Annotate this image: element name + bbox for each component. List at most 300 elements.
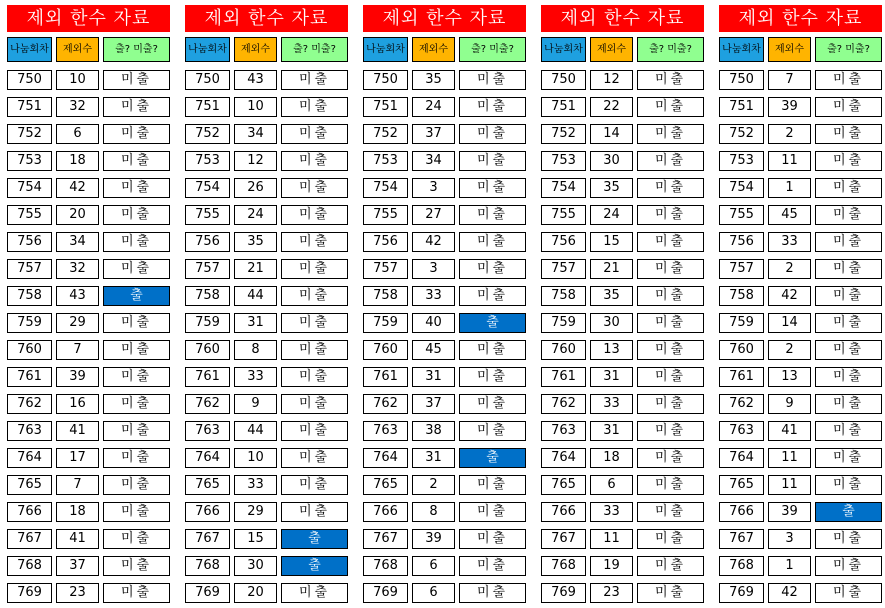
- out-status-cell[interactable]: 미출: [459, 178, 526, 198]
- exclude-number-cell[interactable]: 12: [590, 70, 633, 90]
- exclude-number-cell[interactable]: 42: [412, 232, 455, 252]
- exclude-number-cell[interactable]: 37: [56, 556, 99, 576]
- out-status-cell[interactable]: 미출: [103, 367, 170, 387]
- exclude-number-cell[interactable]: 24: [590, 205, 633, 225]
- round-cell[interactable]: 760: [719, 340, 764, 360]
- round-cell[interactable]: 766: [541, 502, 586, 522]
- exclude-number-cell[interactable]: 20: [56, 205, 99, 225]
- out-status-cell[interactable]: 출: [815, 502, 882, 522]
- out-status-cell[interactable]: 미출: [815, 97, 882, 117]
- out-status-cell[interactable]: 미출: [281, 502, 348, 522]
- round-cell[interactable]: 755: [185, 205, 230, 225]
- round-cell[interactable]: 750: [363, 70, 408, 90]
- exclude-number-cell[interactable]: 24: [234, 205, 277, 225]
- out-status-cell[interactable]: 미출: [103, 475, 170, 495]
- exclude-number-cell[interactable]: 29: [234, 502, 277, 522]
- round-cell[interactable]: 769: [719, 583, 764, 603]
- out-status-cell[interactable]: 미출: [815, 70, 882, 90]
- exclude-number-cell[interactable]: 35: [412, 70, 455, 90]
- exclude-number-cell[interactable]: 23: [56, 583, 99, 603]
- exclude-number-cell[interactable]: 30: [234, 556, 277, 576]
- exclude-number-cell[interactable]: 8: [234, 340, 277, 360]
- out-status-cell[interactable]: 미출: [103, 313, 170, 333]
- round-cell[interactable]: 754: [719, 178, 764, 198]
- out-status-cell[interactable]: 미출: [637, 178, 704, 198]
- round-cell[interactable]: 756: [541, 232, 586, 252]
- out-status-cell[interactable]: 미출: [459, 475, 526, 495]
- round-cell[interactable]: 757: [185, 259, 230, 279]
- out-status-cell[interactable]: 미출: [815, 205, 882, 225]
- out-status-cell[interactable]: 미출: [103, 97, 170, 117]
- exclude-number-cell[interactable]: 3: [412, 259, 455, 279]
- exclude-number-cell[interactable]: 14: [590, 124, 633, 144]
- out-status-cell[interactable]: 출: [459, 448, 526, 468]
- exclude-number-cell[interactable]: 24: [412, 97, 455, 117]
- exclude-number-cell[interactable]: 7: [56, 340, 99, 360]
- exclude-number-cell[interactable]: 2: [768, 340, 811, 360]
- out-status-cell[interactable]: 미출: [103, 529, 170, 549]
- out-status-cell[interactable]: 미출: [103, 70, 170, 90]
- exclude-number-cell[interactable]: 14: [768, 313, 811, 333]
- exclude-number-cell[interactable]: 39: [412, 529, 455, 549]
- round-cell[interactable]: 769: [7, 583, 52, 603]
- out-status-cell[interactable]: 미출: [281, 475, 348, 495]
- exclude-number-cell[interactable]: 40: [412, 313, 455, 333]
- out-status-cell[interactable]: 미출: [637, 205, 704, 225]
- round-cell[interactable]: 756: [719, 232, 764, 252]
- round-cell[interactable]: 769: [185, 583, 230, 603]
- out-status-cell[interactable]: 미출: [637, 124, 704, 144]
- exclude-number-cell[interactable]: 31: [412, 367, 455, 387]
- round-cell[interactable]: 758: [185, 286, 230, 306]
- exclude-number-cell[interactable]: 3: [768, 529, 811, 549]
- round-cell[interactable]: 768: [185, 556, 230, 576]
- round-cell[interactable]: 750: [719, 70, 764, 90]
- out-status-cell[interactable]: 미출: [637, 367, 704, 387]
- exclude-number-cell[interactable]: 31: [590, 367, 633, 387]
- exclude-number-cell[interactable]: 23: [590, 583, 633, 603]
- exclude-number-cell[interactable]: 21: [234, 259, 277, 279]
- round-cell[interactable]: 769: [541, 583, 586, 603]
- round-cell[interactable]: 756: [363, 232, 408, 252]
- out-status-cell[interactable]: 미출: [815, 124, 882, 144]
- exclude-number-cell[interactable]: 33: [590, 394, 633, 414]
- out-status-cell[interactable]: 미출: [281, 124, 348, 144]
- round-cell[interactable]: 753: [185, 151, 230, 171]
- out-status-cell[interactable]: 미출: [103, 259, 170, 279]
- exclude-number-cell[interactable]: 10: [234, 97, 277, 117]
- round-cell[interactable]: 755: [7, 205, 52, 225]
- round-cell[interactable]: 763: [541, 421, 586, 441]
- round-cell[interactable]: 759: [719, 313, 764, 333]
- round-cell[interactable]: 760: [185, 340, 230, 360]
- out-status-cell[interactable]: 미출: [637, 97, 704, 117]
- round-cell[interactable]: 762: [363, 394, 408, 414]
- out-status-cell[interactable]: 미출: [281, 205, 348, 225]
- exclude-number-cell[interactable]: 45: [768, 205, 811, 225]
- out-status-cell[interactable]: 미출: [459, 556, 526, 576]
- exclude-number-cell[interactable]: 37: [412, 394, 455, 414]
- out-status-cell[interactable]: 미출: [103, 394, 170, 414]
- exclude-number-cell[interactable]: 6: [412, 556, 455, 576]
- round-cell[interactable]: 761: [719, 367, 764, 387]
- round-cell[interactable]: 766: [719, 502, 764, 522]
- out-status-cell[interactable]: 미출: [281, 232, 348, 252]
- exclude-number-cell[interactable]: 43: [234, 70, 277, 90]
- exclude-number-cell[interactable]: 6: [590, 475, 633, 495]
- round-cell[interactable]: 767: [185, 529, 230, 549]
- round-cell[interactable]: 765: [363, 475, 408, 495]
- exclude-number-cell[interactable]: 18: [56, 502, 99, 522]
- exclude-number-cell[interactable]: 42: [56, 178, 99, 198]
- exclude-number-cell[interactable]: 32: [56, 97, 99, 117]
- exclude-number-cell[interactable]: 35: [590, 286, 633, 306]
- exclude-number-cell[interactable]: 1: [768, 178, 811, 198]
- out-status-cell[interactable]: 미출: [281, 340, 348, 360]
- round-cell[interactable]: 759: [185, 313, 230, 333]
- round-cell[interactable]: 767: [719, 529, 764, 549]
- round-cell[interactable]: 753: [541, 151, 586, 171]
- out-status-cell[interactable]: 미출: [459, 502, 526, 522]
- out-status-cell[interactable]: 미출: [459, 205, 526, 225]
- out-status-cell[interactable]: 미출: [103, 556, 170, 576]
- round-cell[interactable]: 751: [363, 97, 408, 117]
- round-cell[interactable]: 764: [541, 448, 586, 468]
- round-cell[interactable]: 767: [541, 529, 586, 549]
- round-cell[interactable]: 755: [541, 205, 586, 225]
- exclude-number-cell[interactable]: 17: [56, 448, 99, 468]
- exclude-number-cell[interactable]: 22: [590, 97, 633, 117]
- round-cell[interactable]: 750: [185, 70, 230, 90]
- out-status-cell[interactable]: 미출: [281, 394, 348, 414]
- exclude-number-cell[interactable]: 27: [412, 205, 455, 225]
- exclude-number-cell[interactable]: 31: [590, 421, 633, 441]
- exclude-number-cell[interactable]: 33: [234, 475, 277, 495]
- round-cell[interactable]: 758: [719, 286, 764, 306]
- exclude-number-cell[interactable]: 44: [234, 286, 277, 306]
- exclude-number-cell[interactable]: 34: [234, 124, 277, 144]
- round-cell[interactable]: 756: [7, 232, 52, 252]
- round-cell[interactable]: 753: [7, 151, 52, 171]
- round-cell[interactable]: 750: [7, 70, 52, 90]
- round-cell[interactable]: 754: [541, 178, 586, 198]
- out-status-cell[interactable]: 미출: [637, 529, 704, 549]
- exclude-number-cell[interactable]: 43: [56, 286, 99, 306]
- exclude-number-cell[interactable]: 45: [412, 340, 455, 360]
- out-status-cell[interactable]: 미출: [281, 286, 348, 306]
- round-cell[interactable]: 751: [185, 97, 230, 117]
- exclude-number-cell[interactable]: 26: [234, 178, 277, 198]
- exclude-number-cell[interactable]: 41: [56, 421, 99, 441]
- out-status-cell[interactable]: 미출: [281, 70, 348, 90]
- exclude-number-cell[interactable]: 3: [412, 178, 455, 198]
- exclude-number-cell[interactable]: 41: [768, 421, 811, 441]
- exclude-number-cell[interactable]: 11: [590, 529, 633, 549]
- round-cell[interactable]: 762: [719, 394, 764, 414]
- exclude-number-cell[interactable]: 35: [590, 178, 633, 198]
- exclude-number-cell[interactable]: 7: [56, 475, 99, 495]
- round-cell[interactable]: 758: [541, 286, 586, 306]
- out-status-cell[interactable]: 미출: [103, 232, 170, 252]
- exclude-number-cell[interactable]: 8: [412, 502, 455, 522]
- out-status-cell[interactable]: 미출: [815, 286, 882, 306]
- exclude-number-cell[interactable]: 2: [768, 124, 811, 144]
- exclude-number-cell[interactable]: 39: [768, 502, 811, 522]
- round-cell[interactable]: 754: [185, 178, 230, 198]
- exclude-number-cell[interactable]: 37: [412, 124, 455, 144]
- round-cell[interactable]: 752: [719, 124, 764, 144]
- round-cell[interactable]: 755: [363, 205, 408, 225]
- out-status-cell[interactable]: 미출: [103, 151, 170, 171]
- out-status-cell[interactable]: 미출: [281, 448, 348, 468]
- exclude-number-cell[interactable]: 39: [56, 367, 99, 387]
- out-status-cell[interactable]: 미출: [459, 529, 526, 549]
- out-status-cell[interactable]: 미출: [815, 259, 882, 279]
- round-cell[interactable]: 751: [719, 97, 764, 117]
- out-status-cell[interactable]: 미출: [459, 394, 526, 414]
- out-status-cell[interactable]: 미출: [637, 502, 704, 522]
- out-status-cell[interactable]: 미출: [281, 367, 348, 387]
- exclude-number-cell[interactable]: 39: [768, 97, 811, 117]
- out-status-cell[interactable]: 미출: [459, 232, 526, 252]
- exclude-number-cell[interactable]: 1: [768, 556, 811, 576]
- out-status-cell[interactable]: 미출: [103, 421, 170, 441]
- round-cell[interactable]: 762: [541, 394, 586, 414]
- exclude-number-cell[interactable]: 11: [768, 475, 811, 495]
- exclude-number-cell[interactable]: 34: [412, 151, 455, 171]
- out-status-cell[interactable]: 미출: [281, 178, 348, 198]
- round-cell[interactable]: 757: [363, 259, 408, 279]
- round-cell[interactable]: 764: [7, 448, 52, 468]
- round-cell[interactable]: 763: [363, 421, 408, 441]
- exclude-number-cell[interactable]: 7: [768, 70, 811, 90]
- round-cell[interactable]: 766: [7, 502, 52, 522]
- out-status-cell[interactable]: 출: [281, 529, 348, 549]
- exclude-number-cell[interactable]: 34: [56, 232, 99, 252]
- exclude-number-cell[interactable]: 20: [234, 583, 277, 603]
- out-status-cell[interactable]: 미출: [637, 340, 704, 360]
- round-cell[interactable]: 750: [541, 70, 586, 90]
- round-cell[interactable]: 759: [363, 313, 408, 333]
- out-status-cell[interactable]: 미출: [103, 205, 170, 225]
- out-status-cell[interactable]: 미출: [637, 448, 704, 468]
- out-status-cell[interactable]: 출: [459, 313, 526, 333]
- round-cell[interactable]: 751: [541, 97, 586, 117]
- round-cell[interactable]: 761: [541, 367, 586, 387]
- out-status-cell[interactable]: 미출: [103, 583, 170, 603]
- exclude-number-cell[interactable]: 11: [768, 448, 811, 468]
- out-status-cell[interactable]: 미출: [637, 232, 704, 252]
- exclude-number-cell[interactable]: 30: [590, 313, 633, 333]
- out-status-cell[interactable]: 미출: [815, 448, 882, 468]
- round-cell[interactable]: 760: [7, 340, 52, 360]
- exclude-number-cell[interactable]: 42: [768, 583, 811, 603]
- round-cell[interactable]: 763: [719, 421, 764, 441]
- out-status-cell[interactable]: 미출: [459, 97, 526, 117]
- round-cell[interactable]: 767: [7, 529, 52, 549]
- out-status-cell[interactable]: 미출: [103, 502, 170, 522]
- round-cell[interactable]: 766: [185, 502, 230, 522]
- exclude-number-cell[interactable]: 13: [768, 367, 811, 387]
- out-status-cell[interactable]: 미출: [103, 178, 170, 198]
- exclude-number-cell[interactable]: 31: [412, 448, 455, 468]
- out-status-cell[interactable]: 미출: [815, 583, 882, 603]
- round-cell[interactable]: 762: [185, 394, 230, 414]
- round-cell[interactable]: 759: [7, 313, 52, 333]
- out-status-cell[interactable]: 미출: [459, 151, 526, 171]
- out-status-cell[interactable]: 미출: [459, 259, 526, 279]
- round-cell[interactable]: 765: [7, 475, 52, 495]
- out-status-cell[interactable]: 미출: [281, 259, 348, 279]
- round-cell[interactable]: 756: [185, 232, 230, 252]
- round-cell[interactable]: 764: [719, 448, 764, 468]
- out-status-cell[interactable]: 미출: [637, 259, 704, 279]
- exclude-number-cell[interactable]: 18: [590, 448, 633, 468]
- exclude-number-cell[interactable]: 42: [768, 286, 811, 306]
- exclude-number-cell[interactable]: 21: [590, 259, 633, 279]
- round-cell[interactable]: 752: [541, 124, 586, 144]
- out-status-cell[interactable]: 미출: [103, 448, 170, 468]
- exclude-number-cell[interactable]: 41: [56, 529, 99, 549]
- out-status-cell[interactable]: 미출: [459, 367, 526, 387]
- round-cell[interactable]: 752: [7, 124, 52, 144]
- out-status-cell[interactable]: 미출: [103, 340, 170, 360]
- round-cell[interactable]: 752: [363, 124, 408, 144]
- round-cell[interactable]: 758: [363, 286, 408, 306]
- round-cell[interactable]: 768: [541, 556, 586, 576]
- exclude-number-cell[interactable]: 12: [234, 151, 277, 171]
- round-cell[interactable]: 757: [7, 259, 52, 279]
- exclude-number-cell[interactable]: 33: [590, 502, 633, 522]
- out-status-cell[interactable]: 미출: [815, 421, 882, 441]
- round-cell[interactable]: 765: [541, 475, 586, 495]
- out-status-cell[interactable]: 미출: [459, 340, 526, 360]
- out-status-cell[interactable]: 미출: [281, 421, 348, 441]
- out-status-cell[interactable]: 미출: [815, 529, 882, 549]
- out-status-cell[interactable]: 미출: [815, 475, 882, 495]
- out-status-cell[interactable]: 미출: [459, 421, 526, 441]
- exclude-number-cell[interactable]: 9: [234, 394, 277, 414]
- out-status-cell[interactable]: 출: [281, 556, 348, 576]
- exclude-number-cell[interactable]: 18: [56, 151, 99, 171]
- exclude-number-cell[interactable]: 19: [590, 556, 633, 576]
- round-cell[interactable]: 768: [719, 556, 764, 576]
- round-cell[interactable]: 752: [185, 124, 230, 144]
- out-status-cell[interactable]: 미출: [637, 313, 704, 333]
- round-cell[interactable]: 766: [363, 502, 408, 522]
- out-status-cell[interactable]: 미출: [281, 151, 348, 171]
- round-cell[interactable]: 754: [7, 178, 52, 198]
- round-cell[interactable]: 751: [7, 97, 52, 117]
- round-cell[interactable]: 763: [185, 421, 230, 441]
- exclude-number-cell[interactable]: 44: [234, 421, 277, 441]
- exclude-number-cell[interactable]: 9: [768, 394, 811, 414]
- exclude-number-cell[interactable]: 13: [590, 340, 633, 360]
- out-status-cell[interactable]: 미출: [281, 97, 348, 117]
- exclude-number-cell[interactable]: 10: [56, 70, 99, 90]
- exclude-number-cell[interactable]: 31: [234, 313, 277, 333]
- out-status-cell[interactable]: 미출: [637, 475, 704, 495]
- round-cell[interactable]: 769: [363, 583, 408, 603]
- round-cell[interactable]: 754: [363, 178, 408, 198]
- out-status-cell[interactable]: 미출: [103, 124, 170, 144]
- out-status-cell[interactable]: 미출: [459, 583, 526, 603]
- exclude-number-cell[interactable]: 33: [768, 232, 811, 252]
- out-status-cell[interactable]: 미출: [815, 232, 882, 252]
- round-cell[interactable]: 765: [185, 475, 230, 495]
- out-status-cell[interactable]: 미출: [281, 583, 348, 603]
- exclude-number-cell[interactable]: 32: [56, 259, 99, 279]
- round-cell[interactable]: 764: [363, 448, 408, 468]
- round-cell[interactable]: 761: [7, 367, 52, 387]
- out-status-cell[interactable]: 미출: [637, 151, 704, 171]
- exclude-number-cell[interactable]: 15: [590, 232, 633, 252]
- out-status-cell[interactable]: 미출: [815, 394, 882, 414]
- round-cell[interactable]: 757: [541, 259, 586, 279]
- out-status-cell[interactable]: 미출: [637, 70, 704, 90]
- round-cell[interactable]: 761: [185, 367, 230, 387]
- round-cell[interactable]: 758: [7, 286, 52, 306]
- exclude-number-cell[interactable]: 15: [234, 529, 277, 549]
- out-status-cell[interactable]: 미출: [637, 421, 704, 441]
- out-status-cell[interactable]: 미출: [637, 556, 704, 576]
- out-status-cell[interactable]: 미출: [815, 340, 882, 360]
- round-cell[interactable]: 760: [363, 340, 408, 360]
- round-cell[interactable]: 761: [363, 367, 408, 387]
- round-cell[interactable]: 768: [363, 556, 408, 576]
- exclude-number-cell[interactable]: 6: [412, 583, 455, 603]
- out-status-cell[interactable]: 미출: [459, 70, 526, 90]
- out-status-cell[interactable]: 미출: [815, 313, 882, 333]
- round-cell[interactable]: 767: [363, 529, 408, 549]
- exclude-number-cell[interactable]: 35: [234, 232, 277, 252]
- exclude-number-cell[interactable]: 10: [234, 448, 277, 468]
- round-cell[interactable]: 760: [541, 340, 586, 360]
- out-status-cell[interactable]: 미출: [459, 124, 526, 144]
- out-status-cell[interactable]: 미출: [281, 313, 348, 333]
- out-status-cell[interactable]: 미출: [459, 286, 526, 306]
- round-cell[interactable]: 753: [363, 151, 408, 171]
- round-cell[interactable]: 765: [719, 475, 764, 495]
- out-status-cell[interactable]: 미출: [637, 583, 704, 603]
- round-cell[interactable]: 757: [719, 259, 764, 279]
- exclude-number-cell[interactable]: 38: [412, 421, 455, 441]
- round-cell[interactable]: 759: [541, 313, 586, 333]
- exclude-number-cell[interactable]: 11: [768, 151, 811, 171]
- round-cell[interactable]: 762: [7, 394, 52, 414]
- exclude-number-cell[interactable]: 16: [56, 394, 99, 414]
- exclude-number-cell[interactable]: 2: [412, 475, 455, 495]
- round-cell[interactable]: 768: [7, 556, 52, 576]
- exclude-number-cell[interactable]: 33: [234, 367, 277, 387]
- exclude-number-cell[interactable]: 6: [56, 124, 99, 144]
- round-cell[interactable]: 755: [719, 205, 764, 225]
- exclude-number-cell[interactable]: 30: [590, 151, 633, 171]
- out-status-cell[interactable]: 미출: [815, 367, 882, 387]
- out-status-cell[interactable]: 미출: [815, 151, 882, 171]
- round-cell[interactable]: 753: [719, 151, 764, 171]
- out-status-cell[interactable]: 미출: [815, 178, 882, 198]
- round-cell[interactable]: 764: [185, 448, 230, 468]
- out-status-cell[interactable]: 미출: [815, 556, 882, 576]
- exclude-number-cell[interactable]: 29: [56, 313, 99, 333]
- exclude-number-cell[interactable]: 2: [768, 259, 811, 279]
- out-status-cell[interactable]: 미출: [637, 394, 704, 414]
- out-status-cell[interactable]: 미출: [637, 286, 704, 306]
- round-cell[interactable]: 763: [7, 421, 52, 441]
- out-status-cell[interactable]: 출: [103, 286, 170, 306]
- exclude-number-cell[interactable]: 33: [412, 286, 455, 306]
